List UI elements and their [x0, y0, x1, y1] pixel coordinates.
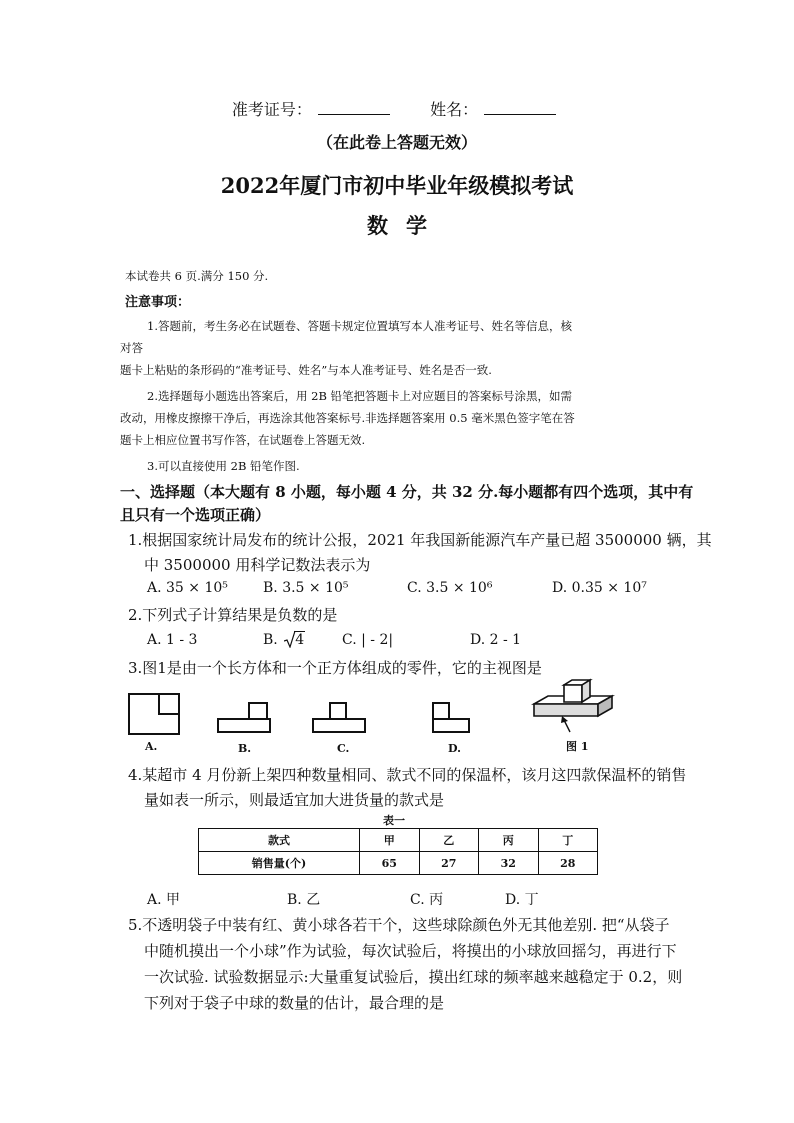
sqrt-icon [284, 630, 296, 648]
q2-option-a: A. 1 - 3 [147, 632, 198, 648]
q3-figure-d [430, 700, 474, 740]
q3-stem: 3.图1是由一个长方体和一个正方体组成的零件，它的主视图是 [128, 659, 542, 677]
table-cell: 32 [479, 852, 539, 875]
page-info: 本试卷共 6 页.满分 150 分. [125, 269, 269, 283]
section1-line1: 一、选择题（本大题有 8 小题，每小题 4 分，共 32 分.每小题都有四个选项，其中有 [120, 483, 694, 501]
table-header-cell: 丁 [538, 829, 598, 852]
q1-line2: 中 3500000 用科学记数法表示为 [144, 556, 371, 574]
q2-option-b-radicand: 4 [295, 632, 305, 648]
q4-line2: 量如表一所示，则最适宜加大进货量的款式是 [144, 791, 445, 809]
q2-option-b-letter: B. [263, 632, 278, 648]
q3-figure-a [125, 690, 185, 738]
note2-line2: 改动，用橡皮擦擦干净后，再选涂其他答案标号.非选择题答案用 0.5 毫米黑色签字笔在答 [120, 411, 575, 425]
q1-option-b: B. 3.5 × 10⁵ [263, 580, 349, 596]
section1-line2: 且只有一个选项正确） [120, 506, 271, 524]
table-header-cell: 款式 [199, 829, 360, 852]
q1-option-a: A. 35 × 10⁵ [147, 580, 228, 596]
candidate-info [0, 97, 794, 120]
q5-line3: 一次试验. 试验数据显示:大量重复试验后，摸出红球的频率越来越稳定于 0.2，则 [144, 968, 683, 986]
q4-line1: 4.某超市 4 月份新上架四种数量相同、款式不同的保温杯，该月这四款保温杯的销售 [128, 766, 687, 784]
note3: 3.可以直接使用 2B 铅笔作图. [147, 459, 300, 473]
q2-stem: 2.下列式子计算结果是负数的是 [128, 606, 338, 624]
exam-no-label: 准考证号： [231, 100, 312, 119]
q3-figure-c [310, 700, 370, 740]
table-cell: 27 [419, 852, 479, 875]
invalid-note: （在此卷上答题无效） [316, 133, 477, 152]
name-blank [484, 100, 556, 115]
table-cell: 65 [360, 852, 420, 875]
q4-sales-table [198, 828, 598, 875]
q3-figure-1 [528, 676, 618, 738]
notes-heading: 注意事项： [125, 295, 191, 310]
q1-option-d: D. 0.35 × 10⁷ [552, 580, 647, 596]
q4-table-caption: 表一 [383, 814, 405, 827]
q3-label-b: B. [238, 742, 252, 755]
q1-line1: 1.根据国家统计局发布的统计公报，2021 年我国新能源汽车产量已超 3500000 辆，其 [128, 531, 712, 549]
note1-line1: 1.答题前，考生务必在试题卷、答题卡规定位置填写本人准考证号、姓名等信息，核 [147, 319, 572, 333]
q2-option-d: D. 2 - 1 [470, 632, 522, 648]
q2-option-c: C. | - 2| [342, 632, 394, 648]
table-cell: 28 [538, 852, 598, 875]
q4-option-d: D. 丁 [505, 892, 539, 908]
q3-figure-b [215, 700, 275, 740]
note2-line3: 题卡上相应位置书写作答，在试题卷上答题无效. [120, 433, 366, 447]
table-cell: 销售量(个) [199, 852, 360, 875]
table-header-cell: 乙 [419, 829, 479, 852]
q3-label-c: C. [337, 742, 350, 755]
q4-option-b: B. 乙 [287, 892, 321, 908]
q5-line1: 5.不透明袋子中装有红、黄小球各若干个，这些球除颜色外无其他差别. 把“从袋子 [128, 916, 670, 934]
note1-line2: 对答 [120, 341, 143, 355]
table-header-cell: 甲 [360, 829, 420, 852]
q5-line2: 中随机摸出一个小球”作为试验，每次试验后，将摸出的小球放回摇匀，再进行下 [144, 942, 677, 960]
table-row [199, 852, 598, 875]
note2-line1: 2.选择题每小题选出答案后，用 2B 铅笔把答题卡上对应题目的答案标号涂黑，如需 [147, 389, 573, 403]
q4-option-c: C. 丙 [410, 892, 444, 908]
table-header-cell: 丙 [479, 829, 539, 852]
q3-figure-label: 图 1 [566, 740, 589, 753]
q4-option-a: A. 甲 [147, 892, 181, 908]
q1-option-c: C. 3.5 × 10⁶ [407, 580, 493, 596]
table-row [199, 829, 598, 852]
q3-label-d: D. [448, 742, 461, 755]
subject-title: 数学 [367, 213, 445, 238]
name-label: 姓名： [430, 100, 479, 119]
q2-option-b [263, 632, 305, 648]
q5-line4: 下列对于袋子中球的数量的估计，最合理的是 [144, 994, 445, 1012]
q3-label-a: A. [145, 740, 158, 753]
note1-line3: 题卡上粘贴的条形码的“准考证号、姓名”与本人准考证号、姓名是否一致. [120, 363, 492, 377]
exam-title: 2022年厦门市初中毕业年级模拟考试 [220, 173, 574, 198]
exam-no-blank [318, 100, 390, 115]
